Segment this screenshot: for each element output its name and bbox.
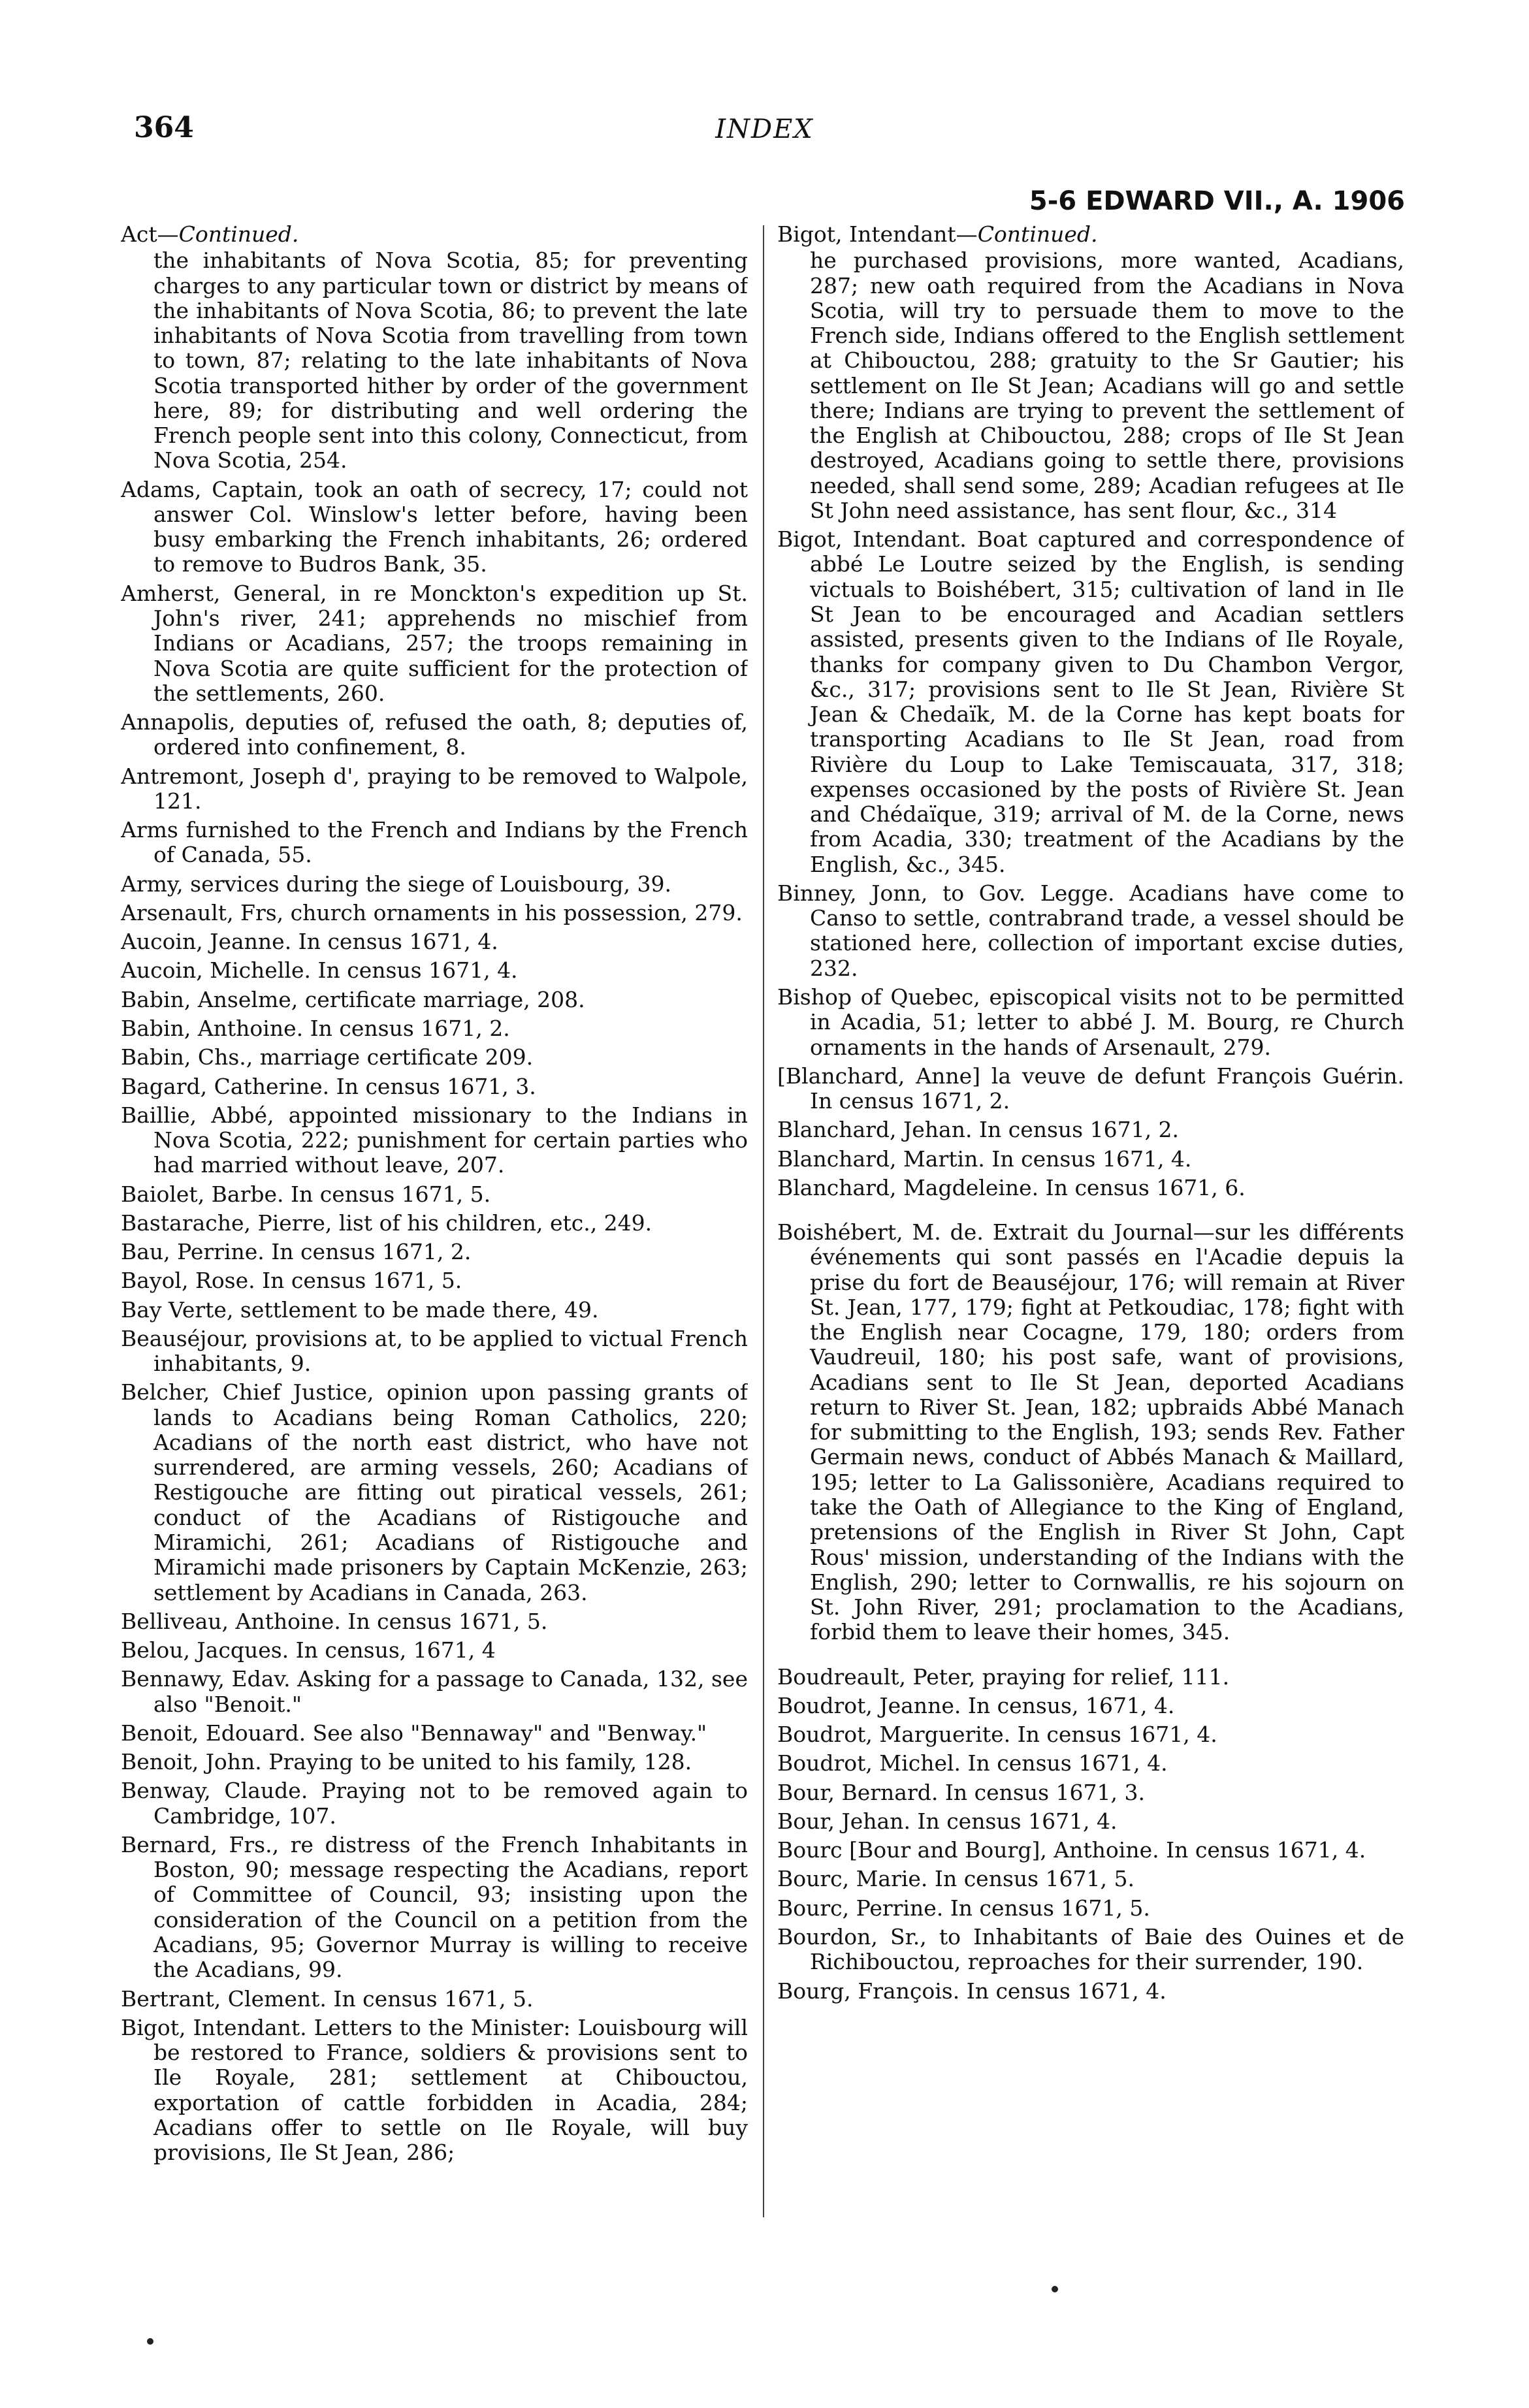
ink-speck — [147, 2338, 153, 2345]
index-entry: Baiolet, Barbe. In census 1671, 5. — [121, 1181, 491, 1207]
left-entry-list — [121, 477, 748, 2166]
index-entry: Arms furnished to the French and Indians by the French of Canada, 55. — [121, 817, 748, 868]
continued-label: Continued. — [178, 222, 299, 247]
index-entry: Bayol, Rose. In census 1671, 5. — [121, 1268, 462, 1294]
continued-heading — [777, 222, 1404, 247]
index-entry: Bagard, Catherine. In census 1671, 3. — [121, 1073, 536, 1099]
continued-heading-term: Bigot, Intendant— — [777, 222, 978, 247]
index-entry: Babin, Anthoine. In census 1671, 2. — [121, 1015, 510, 1041]
continued-heading-term: Act— — [121, 222, 179, 247]
index-entry: Babin, Chs., marriage certificate 209. — [121, 1044, 534, 1070]
index-entry: Baillie, Abbé, appointed missionary to the Indians in Nova Scotia, 222; punishment for certain parties who had married without leave, 207. — [121, 1102, 748, 1178]
index-entry: Bertrant, Clement. In census 1671, 5. — [121, 1985, 534, 2012]
index-entry: Bastarache, Pierre, list of his children, etc., 249. — [121, 1210, 652, 1236]
index-entry: Babin, Anselme, certificate marriage, 208. — [121, 986, 585, 1012]
continued-heading — [121, 222, 748, 247]
index-entry: Antremont, Joseph d', praying to be removed to Walpole, 121. — [121, 763, 748, 814]
index-entry: Boudrot, Jeanne. In census, 1671, 4. — [777, 1692, 1175, 1718]
index-entry: Amherst, General, in re Monckton's expedition up St. John's river, 241; apprehends no mischief from Indians or Acadians, 257; the troops remaining in Nova Scotia are quite sufficient for the protection of the settlements, 260. — [121, 580, 748, 706]
index-entry: Bernard, Frs., re distress of the French Inhabitants in Boston, 90; message respecting the Acadians, report of Committee of Council, 93; insisting upon the consideration of the Council on a petition from the Acadians, 95; Governor Murray is willing to receive the Acadians, 99. — [121, 1831, 748, 1983]
index-entry: Boudreault, Peter, praying for relief, 111. — [777, 1663, 1230, 1690]
index-entry: Arsenault, Frs, church ornaments in his possession, 279. — [121, 899, 743, 925]
index-entry: Army, services during the siege of Louisbourg, 39. — [121, 871, 671, 897]
index-entry: Annapolis, deputies of, refused the oath, 8; deputies of, ordered into confinement, 8. — [121, 709, 748, 760]
index-entry: Boudrot, Michel. In census 1671, 4. — [777, 1750, 1168, 1776]
index-entry: Bourdon, Sr., to Inhabitants of Baie des Ouines et de Richibouctou, reproaches for their surrender, 190. — [777, 1924, 1404, 1975]
index-entry: Blanchard, Martin. In census 1671, 4. — [777, 1146, 1192, 1172]
right-column — [777, 222, 1404, 2234]
index-entry: [Blanchard, Anne] la veuve de defunt François Guérin. In census 1671, 2. — [777, 1063, 1404, 1114]
continued-text: he purchased provisions, more wanted, Acadians, 287; new oath required from the Acadians in Nova Scotia, will try to persuade them to move to the French side, Indians offered to the English settlement at Chibouctou, 288; gratuity to the Sr Gautier; his settlement on Ile St Jean; Acadians will go and settle there; Indians are trying to prevent the settlement of the English at Chibouctou, 288; crops of Ile St Jean destroyed, Acadians going to settle there, provisions needed, shall send some, 289; Acadian refugees at Ile St John need assistance, has sent flour, &c., 314 — [810, 248, 1404, 523]
right-entry-list-final — [777, 1665, 1404, 2004]
index-entry: Blanchard, Jehan. In census 1671, 2. — [777, 1117, 1180, 1143]
right-entry-list-gap — [777, 1220, 1404, 1645]
index-entry: Belliveau, Anthoine. In census 1671, 5. — [121, 1608, 548, 1634]
page-number: 364 — [134, 111, 194, 144]
index-entry: Bennawy, Edav. Asking for a passage to Canada, 132, see also "Benoit." — [121, 1666, 748, 1717]
index-entry: Bour, Jehan. In census 1671, 4. — [777, 1808, 1118, 1834]
continued-label: Continued. — [977, 222, 1098, 247]
column-divider — [763, 225, 764, 2217]
index-entry: Bour, Bernard. In census 1671, 3. — [777, 1779, 1145, 1805]
index-entry: Aucoin, Jeanne. In census 1671, 4. — [121, 929, 498, 955]
index-entry: Benway, Claude. Praying not to be removed again to Cambridge, 107. — [121, 1778, 748, 1829]
continued-text: the inhabitants of Nova Scotia, 85; for preventing charges to any particular town or district by means of the inhabitants of Nova Scotia, 86; to prevent the late inhabitants of Nova Scotia from travelling from town to town, 87; relating to the late inhabitants of Nova Scotia transported hither by order of the government here, 89; for distributing and well ordering the French people sent into this colony, Connecticut, from Nova Scotia, 254. — [153, 248, 748, 474]
index-entry: Benoit, John. Praying to be united to his family, 128. — [121, 1749, 692, 1775]
index-entry: Boudrot, Marguerite. In census 1671, 4. — [777, 1722, 1217, 1748]
index-entry: Bau, Perrine. In census 1671, 2. — [121, 1239, 472, 1265]
index-entry: Belcher, Chief Justice, opinion upon passing grants of lands to Acadians being Roman Catholics, 220; Acadians of the north east district, who have not surrendered, are arming vessels, 260; Acadians of Restigouche are fitting out piratical vessels, 261; conduct of the Acadians of Ristigouche and Miramichi, 261; Acadians of Ristigouche and Miramichi made prisoners by Captain McKenzie, 263; settlement by Acadians in Canada, 263. — [121, 1379, 748, 1605]
index-entry: Bourc, Perrine. In census 1671, 5. — [777, 1895, 1150, 1921]
index-entry: Benoit, Edouard. See also "Bennaway" and "Benway." — [121, 1720, 707, 1746]
index-entry: Bourc [Bour and Bourg], Anthoine. In census 1671, 4. — [777, 1837, 1366, 1863]
index-entry: Boishébert, M. de. Extrait du Journal—sur les différents événements qui sont passés en l'Acadie depuis la prise du fort de Beauséjour, 176; will remain at River St. Jean, 177, 179; fight at Petkoudiac, 178; fight with the English near Cocagne, 179, 180; orders from Vaudreuil, 180; his post safe, want of provisions, Acadians sent to Ile St Jean, deported Acadians return to River St. Jean, 182; upbraids Abbé Manach for submitting to the English, 193; sends Rev. Father Germain news, conduct of Abbés Manach & Maillard, 195; letter to La Galissonière, Acadians required to take the Oath of Allegiance to the King of England, pretensions of the English in River St John, Capt Rous' mission, understanding of the Indians with the English, 290; letter to Cornwallis, re his sojourn on St. John River, 291; proclamation to the Acadians, forbid them to leave their homes, 345. — [777, 1219, 1404, 1645]
index-entry: Aucoin, Michelle. In census 1671, 4. — [121, 957, 518, 984]
index-entry: Bigot, Intendant. Boat captured and correspondence of abbé Le Loutre seized by the English, is sending victuals to Boishébert, 315; cultivation of land in Ile St Jean to be encouraged and Acadian settlers assisted, presents given to the Indians of Ile Royale, thanks for company given to Du Chambon Vergor, &c., 317; provisions sent to Ile St Jean, Rivière St Jean & Chedaïk, M. de la Corne has kept boats for transporting Acadians to Ile St Jean, road from Rivière du Loup to Lake Temiscauata, 317, 318; expenses occasioned by the posts of Rivière St. Jean and Chédaïque, 319; arrival of M. de la Corne, news from Acadia, 330; treatment of the Acadians by the English, &c., 345. — [777, 526, 1404, 877]
index-entry: Bourc, Marie. In census 1671, 5. — [777, 1866, 1135, 1892]
index-entry: Belou, Jacques. In census, 1671, 4 — [121, 1637, 496, 1663]
index-entry: Bourg, François. In census 1671, 4. — [777, 1978, 1167, 2004]
index-entry: Binney, Jonn, to Gov. Legge. Acadians have come to Canso to settle, contrabrand trade, a vessel should be stationed here, collection of important excise duties, 232. — [777, 880, 1404, 981]
left-column — [121, 222, 748, 2234]
ink-speck — [1052, 2286, 1058, 2292]
index-entry: Blanchard, Magdeleine. In census 1671, 6. — [777, 1174, 1246, 1200]
index-entry: Adams, Captain, took an oath of secrecy, 17; could not answer Col. Winslow's letter before, having been busy embarking the French inhabitants, 26; ordered to remove to Budros Bank, 35. — [121, 476, 748, 577]
right-entry-list — [777, 527, 1404, 1200]
session-reference: 5-6 EDWARD VII., A. 1906 — [1029, 186, 1405, 216]
index-entry: Beauséjour, provisions at, to be applied to victual French inhabitants, 9. — [121, 1325, 748, 1377]
index-entry: Bigot, Intendant. Letters to the Minister: Louisbourg will be restored to France, soldiers & provisions sent to Ile Royale, 281; settlement at Chibouctou, exportation of cattle forbidden in Acadia, 284; Acadians offer to settle on Ile Royale, will buy provisions, Ile St Jean, 286; — [121, 2014, 748, 2166]
running-title: INDEX — [715, 114, 814, 144]
index-entry: Bay Verte, settlement to be made there, 49. — [121, 1296, 599, 1323]
index-entry: Bishop of Quebec, episcopical visits not to be permitted in Acadia, 51; letter to abbé J. M. Bourg, re Church ornaments in the hands of Arsenault, 279. — [777, 984, 1404, 1060]
